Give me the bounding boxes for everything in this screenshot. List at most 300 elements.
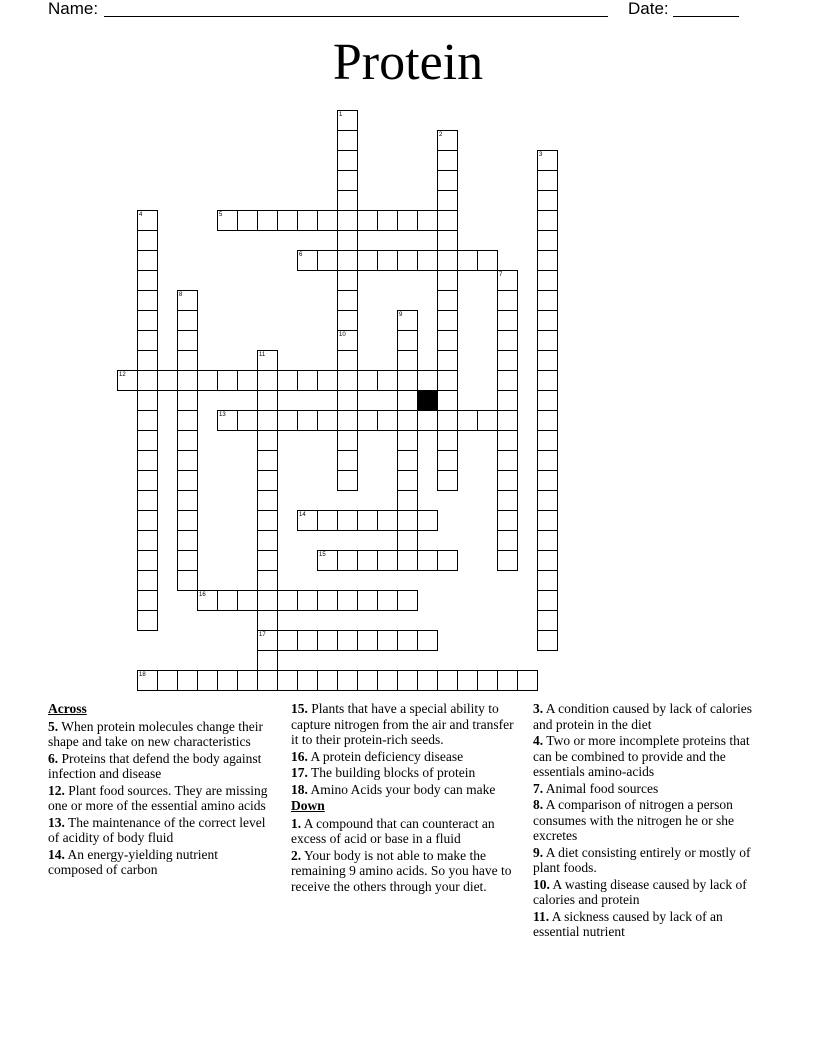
grid-cell[interactable] <box>537 210 558 231</box>
grid-cell[interactable] <box>257 630 278 651</box>
grid-cell[interactable] <box>397 510 418 531</box>
cell-number: 4 <box>139 212 143 218</box>
grid-cell[interactable] <box>417 510 438 531</box>
grid-cell[interactable] <box>237 370 258 391</box>
grid-cell[interactable] <box>397 490 418 511</box>
grid-cell[interactable] <box>297 670 318 691</box>
grid-cell[interactable] <box>177 550 198 571</box>
clue-down-3 <box>533 701 765 732</box>
clue-number: 2. <box>291 847 302 863</box>
grid-cell[interactable] <box>437 290 458 311</box>
grid-cell[interactable] <box>317 670 338 691</box>
cell-number: 18 <box>139 672 146 678</box>
grid-cell[interactable] <box>537 530 558 551</box>
grid-cell[interactable] <box>137 470 158 491</box>
grid-cell[interactable] <box>497 450 518 471</box>
clue-across-14 <box>48 847 276 878</box>
grid-cell[interactable] <box>497 550 518 571</box>
grid-cell[interactable] <box>397 470 418 491</box>
cell-number: 11 <box>259 352 266 358</box>
grid-cell[interactable] <box>297 370 318 391</box>
cell-number: 17 <box>259 632 266 638</box>
grid-cell[interactable] <box>137 390 158 411</box>
grid-cell[interactable] <box>497 490 518 511</box>
grid-cell[interactable] <box>397 350 418 371</box>
grid-cell[interactable] <box>337 230 358 251</box>
grid-cell[interactable] <box>317 590 338 611</box>
clues-column-2 <box>291 701 523 895</box>
grid-cell[interactable] <box>437 410 458 431</box>
grid-cell[interactable] <box>257 390 278 411</box>
clue-text: A wasting disease caused by lack of calories and protein <box>533 876 747 907</box>
clue-across-13 <box>48 815 276 846</box>
clue-number: 18. <box>291 781 308 797</box>
cell-number: 13 <box>219 412 226 418</box>
grid-cell[interactable] <box>437 370 458 391</box>
clue-number: 10. <box>533 876 550 892</box>
grid-cell[interactable] <box>537 630 558 651</box>
grid-cell[interactable] <box>397 330 418 351</box>
grid-cell[interactable] <box>317 370 338 391</box>
grid-cell[interactable] <box>277 630 298 651</box>
grid-cell[interactable] <box>537 510 558 531</box>
grid-cell[interactable] <box>477 250 498 271</box>
grid-cell[interactable] <box>177 450 198 471</box>
grid-cell[interactable] <box>177 290 198 311</box>
grid-cell[interactable] <box>537 350 558 371</box>
grid-cell[interactable] <box>497 410 518 431</box>
grid-cell[interactable] <box>177 350 198 371</box>
grid-cell[interactable] <box>497 530 518 551</box>
grid-cell[interactable] <box>437 170 458 191</box>
grid-cell[interactable] <box>497 470 518 491</box>
grid-cell[interactable] <box>537 390 558 411</box>
grid-cell[interactable] <box>237 210 258 231</box>
cell-number: 16 <box>199 592 206 598</box>
grid-cell[interactable] <box>497 670 518 691</box>
grid-cell[interactable] <box>497 510 518 531</box>
grid-cell[interactable] <box>537 170 558 191</box>
grid-cell[interactable] <box>337 350 358 371</box>
clue-text: Animal food sources <box>545 780 659 796</box>
clue-text: A comparison of nitrogen a person consumes with the nitrogen he or she excretes <box>533 797 734 843</box>
grid-cell[interactable] <box>317 630 338 651</box>
grid-cell[interactable] <box>417 410 438 431</box>
grid-cell[interactable] <box>237 410 258 431</box>
grid-cell[interactable] <box>437 470 458 491</box>
clue-text: Your body is not able to make the remaining 9 amino acids. So you have to receive the others through your diet. <box>291 847 512 894</box>
grid-cell[interactable] <box>377 550 398 571</box>
grid-cell[interactable] <box>257 530 278 551</box>
clue-number: 5. <box>48 718 59 734</box>
grid-cell[interactable] <box>417 550 438 571</box>
grid-cell[interactable] <box>257 450 278 471</box>
grid-cell[interactable] <box>537 230 558 251</box>
grid-cell[interactable] <box>397 670 418 691</box>
clue-text: A compound that can counteract an excess of acid or base in a fluid <box>291 815 495 846</box>
grid-cell[interactable] <box>337 510 358 531</box>
grid-cell[interactable] <box>397 590 418 611</box>
grid-cell[interactable] <box>137 290 158 311</box>
grid-cell[interactable] <box>397 310 418 331</box>
grid-cell[interactable] <box>377 630 398 651</box>
grid-cell[interactable] <box>337 470 358 491</box>
grid-cell[interactable] <box>337 290 358 311</box>
clue-text: A condition caused by lack of calories and protein in the diet <box>533 701 752 732</box>
grid-cell[interactable] <box>357 210 378 231</box>
grid-cell[interactable] <box>337 450 358 471</box>
grid-cell[interactable] <box>437 310 458 331</box>
grid-cell[interactable] <box>257 370 278 391</box>
grid-cell[interactable] <box>357 250 378 271</box>
grid-cell[interactable] <box>497 310 518 331</box>
grid-cell[interactable] <box>337 110 358 131</box>
grid-cell[interactable] <box>317 510 338 531</box>
grid-cell[interactable] <box>277 210 298 231</box>
clue-text: An energy-yielding nutrient composed of carbon <box>48 846 218 877</box>
grid-cell[interactable] <box>437 390 458 411</box>
grid-cell[interactable] <box>137 250 158 271</box>
grid-cell[interactable] <box>177 470 198 491</box>
grid-cell[interactable] <box>137 490 158 511</box>
grid-cell[interactable] <box>257 430 278 451</box>
grid-cell[interactable] <box>537 610 558 631</box>
black-square <box>417 390 438 411</box>
grid-cell[interactable] <box>337 430 358 451</box>
grid-cell[interactable] <box>417 210 438 231</box>
grid-cell[interactable] <box>437 670 458 691</box>
grid-cell[interactable] <box>337 410 358 431</box>
grid-cell[interactable] <box>177 510 198 531</box>
grid-cell[interactable] <box>337 130 358 151</box>
grid-cell[interactable] <box>317 410 338 431</box>
cell-number: 9 <box>399 312 403 318</box>
grid-cell[interactable] <box>337 270 358 291</box>
grid-cell[interactable] <box>197 590 218 611</box>
grid-cell[interactable] <box>177 330 198 351</box>
grid-cell[interactable] <box>537 310 558 331</box>
grid-cell[interactable] <box>397 410 418 431</box>
clue-across-12 <box>48 783 276 814</box>
grid-cell[interactable] <box>437 230 458 251</box>
grid-cell[interactable] <box>357 630 378 651</box>
grid-cell[interactable] <box>537 410 558 431</box>
clue-number: 9. <box>533 844 544 860</box>
grid-cell[interactable] <box>337 210 358 231</box>
grid-cell[interactable] <box>417 250 438 271</box>
clue-number: 6. <box>48 750 59 766</box>
grid-cell[interactable] <box>297 510 318 531</box>
grid-cell[interactable] <box>317 250 338 271</box>
grid-cell[interactable] <box>257 570 278 591</box>
grid-cell[interactable] <box>257 490 278 511</box>
grid-cell[interactable] <box>377 670 398 691</box>
clue-text: Proteins that defend the body against infection and disease <box>48 750 262 781</box>
grid-cell[interactable] <box>137 450 158 471</box>
grid-cell[interactable] <box>437 130 458 151</box>
grid-cell[interactable] <box>257 510 278 531</box>
grid-cell[interactable] <box>177 430 198 451</box>
grid-cell[interactable] <box>137 510 158 531</box>
grid-cell[interactable] <box>317 550 338 571</box>
grid-cell[interactable] <box>357 510 378 531</box>
grid-cell[interactable] <box>257 470 278 491</box>
grid-cell[interactable] <box>377 210 398 231</box>
grid-cell[interactable] <box>457 670 478 691</box>
grid-cell[interactable] <box>537 370 558 391</box>
date-label: Date: <box>628 0 669 18</box>
clue-down-9 <box>533 845 765 876</box>
grid-cell[interactable] <box>397 550 418 571</box>
grid-cell[interactable] <box>397 530 418 551</box>
cell-number: 5 <box>219 212 223 218</box>
clues-column-3 <box>533 701 765 941</box>
grid-cell[interactable] <box>397 450 418 471</box>
grid-cell[interactable] <box>137 430 158 451</box>
grid-cell[interactable] <box>537 330 558 351</box>
grid-cell[interactable] <box>377 510 398 531</box>
grid-cell[interactable] <box>197 370 218 391</box>
clue-text: The building blocks of protein <box>311 765 476 780</box>
grid-cell[interactable] <box>417 630 438 651</box>
clue-number: 15. <box>291 701 308 716</box>
grid-cell[interactable] <box>437 350 458 371</box>
grid-cell[interactable] <box>277 590 298 611</box>
clues-column-1 <box>48 701 276 879</box>
cell-number: 12 <box>119 372 126 378</box>
grid-cell[interactable] <box>397 630 418 651</box>
grid-cell[interactable] <box>257 210 278 231</box>
grid-cell[interactable] <box>257 610 278 631</box>
grid-cell[interactable] <box>377 370 398 391</box>
grid-cell[interactable] <box>137 530 158 551</box>
grid-cell[interactable] <box>357 590 378 611</box>
clue-down-1 <box>291 816 523 847</box>
clue-number: 1. <box>291 815 302 831</box>
grid-cell[interactable] <box>537 450 558 471</box>
clue-down-10 <box>533 877 765 908</box>
cell-number: 7 <box>499 272 503 278</box>
grid-cell[interactable] <box>397 430 418 451</box>
grid-cell[interactable] <box>237 670 258 691</box>
clue-number: 8. <box>533 797 544 812</box>
grid-cell[interactable] <box>297 410 318 431</box>
grid-cell[interactable] <box>337 150 358 171</box>
grid-cell[interactable] <box>537 570 558 591</box>
grid-cell[interactable] <box>277 670 298 691</box>
grid-cell[interactable] <box>137 410 158 431</box>
grid-cell[interactable] <box>177 490 198 511</box>
grid-cell[interactable] <box>337 590 358 611</box>
grid-cell[interactable] <box>437 150 458 171</box>
grid-cell[interactable] <box>357 670 378 691</box>
grid-cell[interactable] <box>537 270 558 291</box>
cell-number: 2 <box>439 132 443 138</box>
grid-cell[interactable] <box>137 270 158 291</box>
grid-cell[interactable] <box>137 590 158 611</box>
clue-across-6 <box>48 751 276 782</box>
grid-cell[interactable] <box>497 370 518 391</box>
grid-cell[interactable] <box>517 670 538 691</box>
clue-number: 7. <box>533 780 544 796</box>
clue-number: 14. <box>48 846 65 862</box>
grid-cell[interactable] <box>117 370 138 391</box>
grid-cell[interactable] <box>337 310 358 331</box>
grid-cell[interactable] <box>137 230 158 251</box>
grid-cell[interactable] <box>377 410 398 431</box>
grid-cell[interactable] <box>437 550 458 571</box>
name-label: Name: <box>48 0 99 18</box>
grid-cell[interactable] <box>137 350 158 371</box>
grid-cell[interactable] <box>417 370 438 391</box>
grid-cell[interactable] <box>217 410 238 431</box>
clue-text: A protein deficiency disease <box>310 748 464 764</box>
grid-cell[interactable] <box>337 190 358 211</box>
grid-cell[interactable] <box>437 250 458 271</box>
grid-cell[interactable] <box>537 190 558 211</box>
grid-cell[interactable] <box>357 550 378 571</box>
grid-cell[interactable] <box>217 590 238 611</box>
grid-cell[interactable] <box>357 370 378 391</box>
grid-cell[interactable] <box>437 210 458 231</box>
grid-cell[interactable] <box>497 350 518 371</box>
grid-cell[interactable] <box>397 210 418 231</box>
grid-cell[interactable] <box>257 590 278 611</box>
grid-cell[interactable] <box>177 370 198 391</box>
grid-cell[interactable] <box>337 170 358 191</box>
grid-cell[interactable] <box>497 290 518 311</box>
grid-cell[interactable] <box>337 330 358 351</box>
grid-cell[interactable] <box>137 610 158 631</box>
down-heading: Down <box>291 798 325 813</box>
grid-cell[interactable] <box>257 350 278 371</box>
grid-cell[interactable] <box>297 250 318 271</box>
grid-cell[interactable] <box>137 670 158 691</box>
grid-cell[interactable] <box>177 670 198 691</box>
clue-across-18 <box>291 782 523 798</box>
grid-cell[interactable] <box>337 670 358 691</box>
cell-number: 3 <box>539 152 543 158</box>
grid-cell[interactable] <box>317 210 338 231</box>
grid-cell[interactable] <box>497 330 518 351</box>
grid-cell[interactable] <box>537 470 558 491</box>
grid-cell[interactable] <box>177 410 198 431</box>
grid-cell[interactable] <box>217 370 238 391</box>
grid-cell[interactable] <box>497 430 518 451</box>
grid-cell[interactable] <box>497 270 518 291</box>
grid-cell[interactable] <box>397 250 418 271</box>
clue-text: Two or more incomplete proteins that can be combined to provide and the essentials amino-acids <box>533 733 750 779</box>
cell-number: 6 <box>299 252 303 258</box>
grid-cell[interactable] <box>457 250 478 271</box>
clue-number: 11. <box>533 908 550 924</box>
grid-cell[interactable] <box>397 390 418 411</box>
grid-cell[interactable] <box>357 410 378 431</box>
grid-cell[interactable] <box>437 190 458 211</box>
grid-cell[interactable] <box>417 670 438 691</box>
grid-cell[interactable] <box>137 370 158 391</box>
grid-cell[interactable] <box>177 310 198 331</box>
grid-cell[interactable] <box>497 390 518 411</box>
grid-cell[interactable] <box>137 330 158 351</box>
grid-cell[interactable] <box>217 670 238 691</box>
grid-cell[interactable] <box>537 250 558 271</box>
cell-number: 1 <box>339 112 343 118</box>
grid-cell[interactable] <box>257 550 278 571</box>
grid-cell[interactable] <box>337 390 358 411</box>
grid-cell[interactable] <box>297 210 318 231</box>
grid-cell[interactable] <box>277 370 298 391</box>
clue-across-15 <box>291 701 523 748</box>
clue-down-7 <box>533 781 765 797</box>
grid-cell[interactable] <box>237 590 258 611</box>
grid-cell[interactable] <box>137 310 158 331</box>
cell-number: 14 <box>299 512 306 518</box>
grid-cell[interactable] <box>537 290 558 311</box>
grid-cell[interactable] <box>157 370 178 391</box>
cell-number: 10 <box>339 332 346 338</box>
clue-down-2 <box>291 848 523 895</box>
grid-cell[interactable] <box>397 370 418 391</box>
grid-cell[interactable] <box>537 430 558 451</box>
grid-cell[interactable] <box>297 590 318 611</box>
grid-cell[interactable] <box>137 550 158 571</box>
grid-cell[interactable] <box>337 370 358 391</box>
grid-cell[interactable] <box>297 630 318 651</box>
grid-cell[interactable] <box>437 450 458 471</box>
grid-cell[interactable] <box>257 410 278 431</box>
grid-cell[interactable] <box>377 590 398 611</box>
grid-cell[interactable] <box>457 410 478 431</box>
grid-cell[interactable] <box>137 210 158 231</box>
grid-cell[interactable] <box>537 550 558 571</box>
grid-cell[interactable] <box>477 670 498 691</box>
clue-down-8 <box>533 797 765 844</box>
cell-number: 15 <box>319 552 326 558</box>
grid-cell[interactable] <box>537 490 558 511</box>
grid-cell[interactable] <box>337 550 358 571</box>
clue-number: 3. <box>533 701 544 716</box>
page-title: Protein <box>332 34 484 91</box>
clue-text: The maintenance of the correct level of acidity of body fluid <box>48 814 266 845</box>
grid-cell[interactable] <box>437 270 458 291</box>
grid-cell[interactable] <box>177 530 198 551</box>
grid-cell[interactable] <box>177 390 198 411</box>
grid-cell[interactable] <box>197 670 218 691</box>
grid-cell[interactable] <box>337 630 358 651</box>
grid-cell[interactable] <box>177 570 198 591</box>
clue-down-11 <box>533 909 765 940</box>
clue-down-4 <box>533 733 765 780</box>
grid-cell[interactable] <box>157 670 178 691</box>
clue-across-16 <box>291 749 523 765</box>
grid-cell[interactable] <box>257 670 278 691</box>
grid-cell[interactable] <box>137 570 158 591</box>
grid-cell[interactable] <box>537 590 558 611</box>
clue-number: 4. <box>533 733 544 748</box>
grid-cell[interactable] <box>537 150 558 171</box>
grid-cell[interactable] <box>277 410 298 431</box>
grid-cell[interactable] <box>257 650 278 671</box>
grid-cell[interactable] <box>437 430 458 451</box>
across-heading: Across <box>48 701 87 716</box>
grid-cell[interactable] <box>477 410 498 431</box>
grid-cell[interactable] <box>337 250 358 271</box>
grid-cell[interactable] <box>437 330 458 351</box>
clue-text: Plants that have a special ability to capture nitrogen from the air and transfer it to their protein-rich seeds. <box>291 701 514 747</box>
grid-cell[interactable] <box>217 210 238 231</box>
grid-cell[interactable] <box>377 250 398 271</box>
